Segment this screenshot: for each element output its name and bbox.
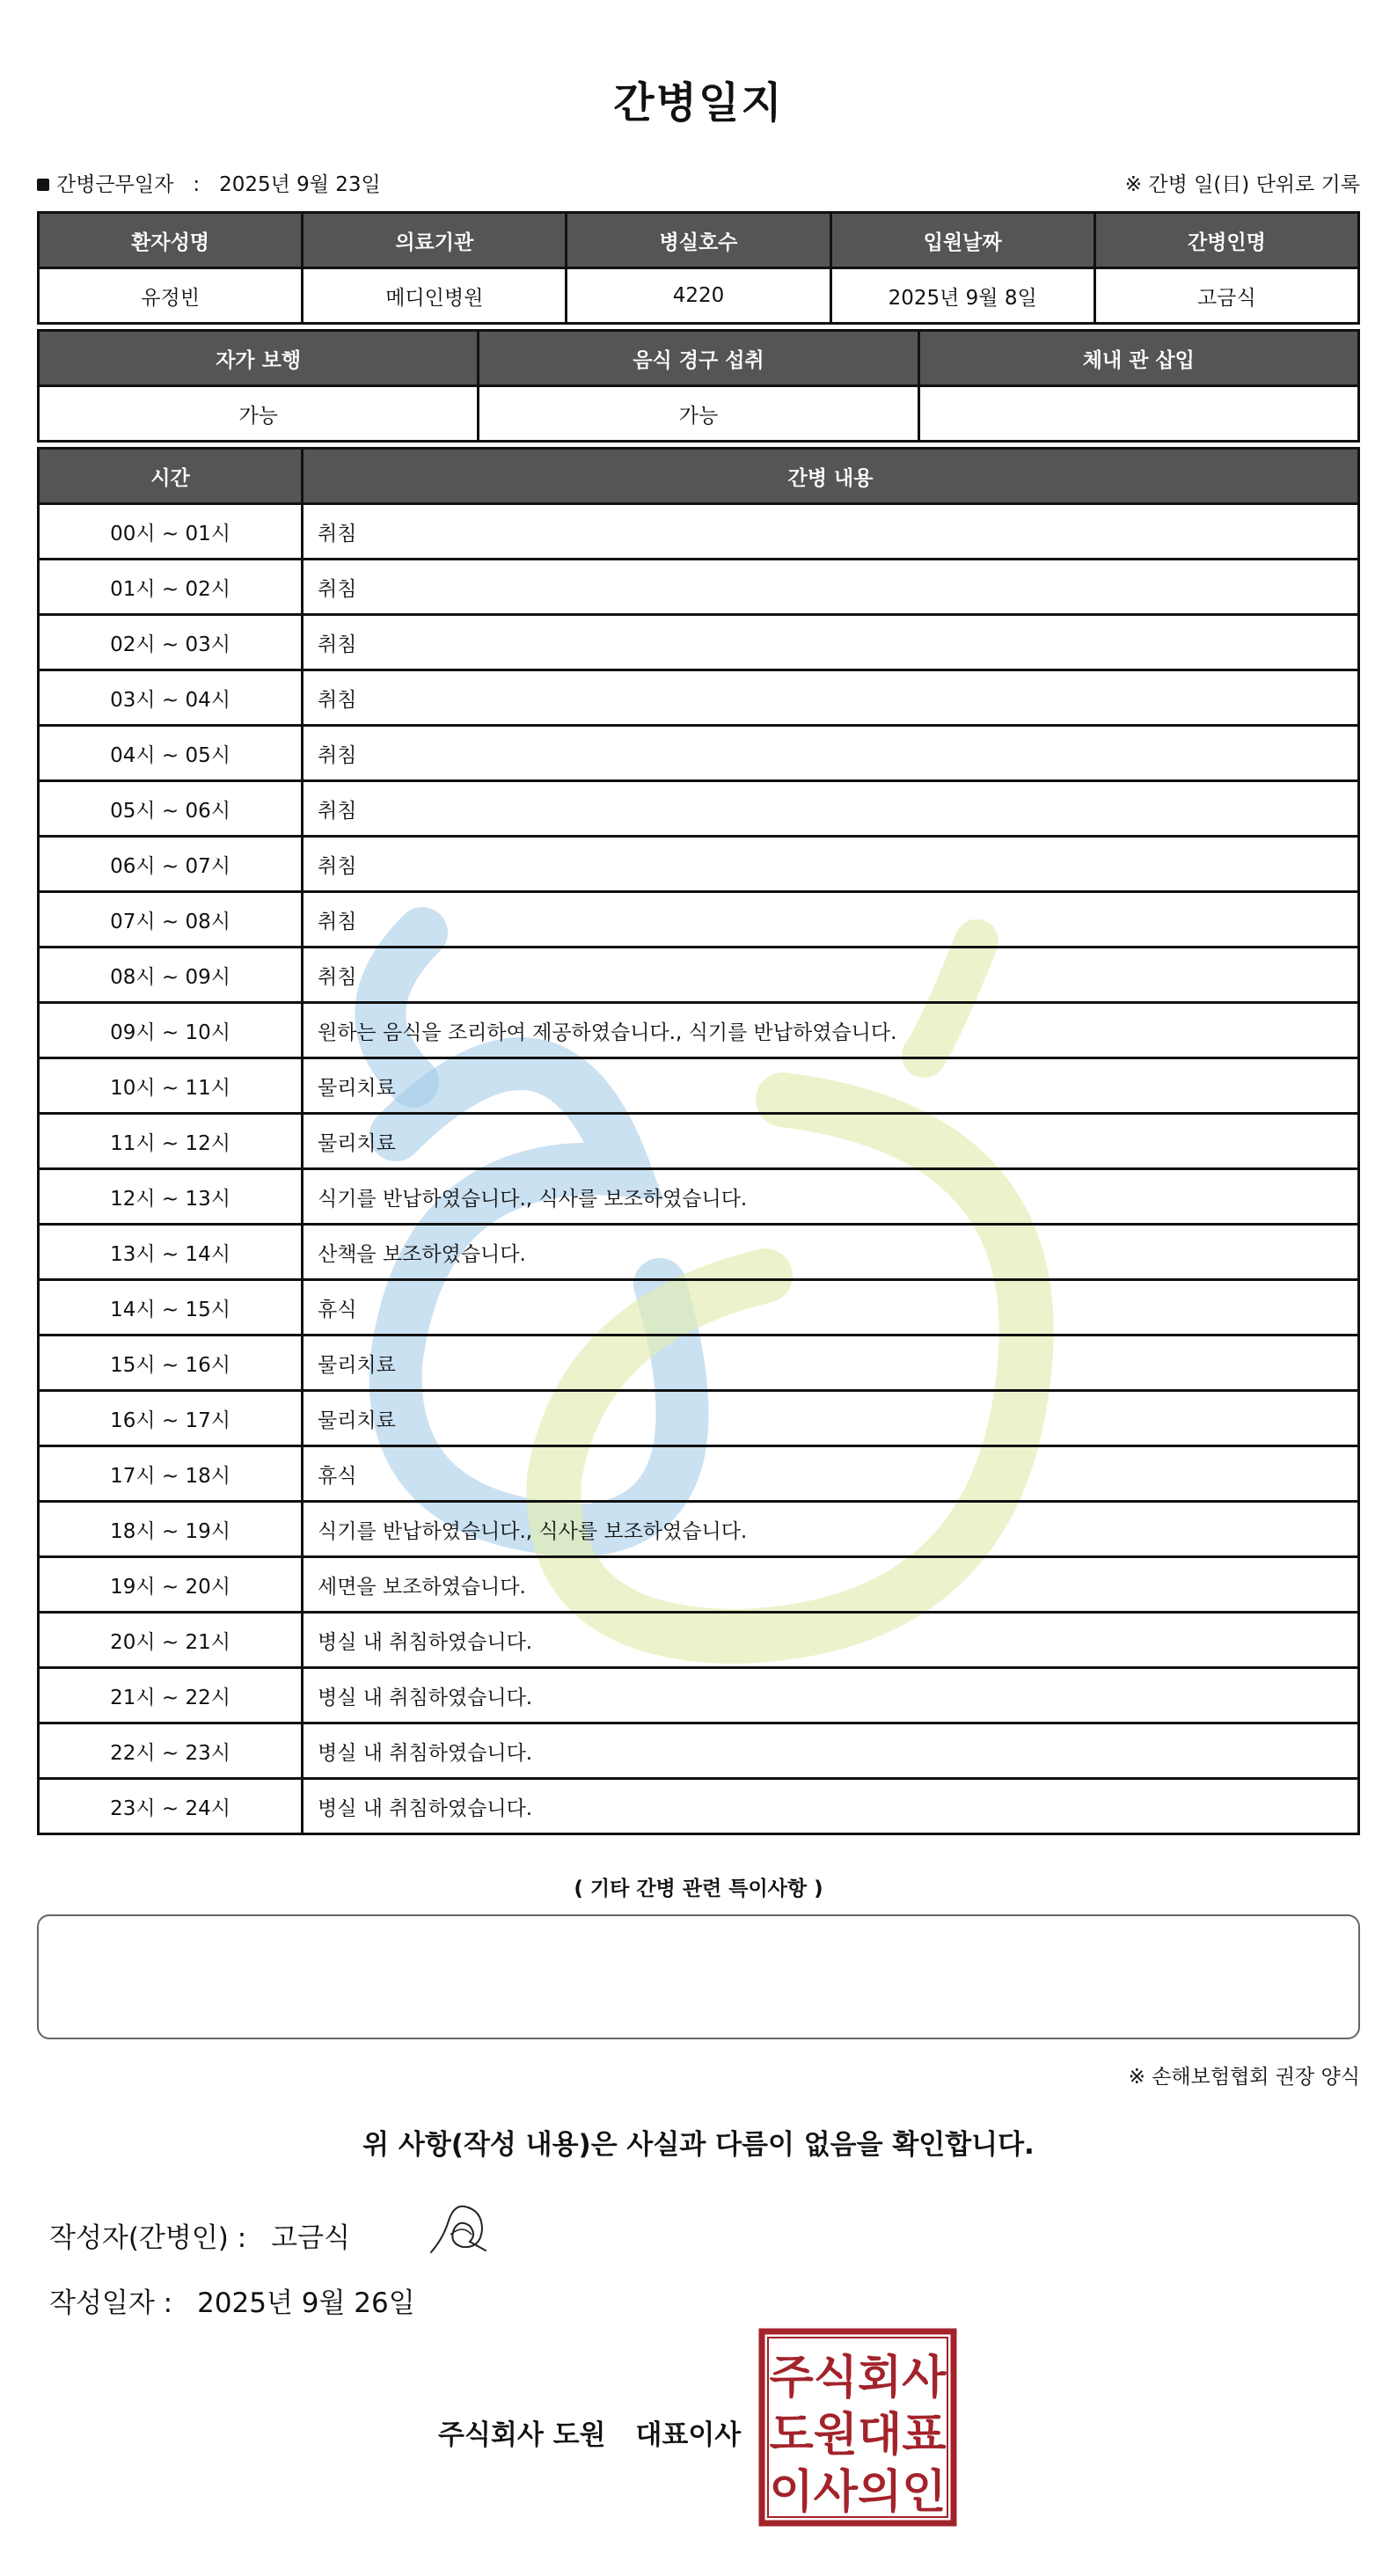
care-content-cell: 병실 내 취침하였습니다.	[303, 1668, 1359, 1723]
company-seal	[758, 2328, 957, 2527]
time-cell: 02시 ~ 03시	[39, 615, 303, 670]
table-row	[39, 726, 1359, 781]
table-row	[39, 1058, 1359, 1114]
time-cell: 08시 ~ 09시	[39, 948, 303, 1003]
care-content-cell: 병실 내 취침하였습니다.	[303, 1723, 1359, 1779]
care-content-cell: 취침	[303, 670, 1359, 726]
content-column-header: 간병 내용	[303, 449, 1359, 504]
time-cell: 16시 ~ 17시	[39, 1391, 303, 1446]
seal-text-line: 이사의인	[769, 2466, 947, 2519]
signature-icon	[428, 2199, 491, 2256]
status-header: 음식 경구 섭취	[479, 331, 918, 386]
time-cell: 19시 ~ 20시	[39, 1557, 303, 1613]
care-content-cell: 취침	[303, 948, 1359, 1003]
written-date-label: 작성일자 :	[49, 2287, 173, 2319]
recommend-note: ※ 손해보험협회 권장 양식	[1128, 2066, 1360, 2089]
info-header: 입원날짜	[830, 213, 1094, 268]
time-cell: 00시 ~ 01시	[39, 504, 303, 560]
care-content-cell: 세면을 보조하였습니다.	[303, 1557, 1359, 1613]
care-content-cell: 물리치료	[303, 1391, 1359, 1446]
care-content-cell: 취침	[303, 615, 1359, 670]
time-cell: 11시 ~ 12시	[39, 1114, 303, 1169]
table-row	[39, 504, 1359, 560]
self-walking-value: 가능	[39, 386, 479, 442]
care-content-cell: 물리치료	[303, 1336, 1359, 1391]
table-row	[39, 670, 1359, 726]
care-content-cell: 취침	[303, 560, 1359, 615]
table-row	[39, 1779, 1359, 1834]
patient-info-table	[37, 211, 1360, 325]
patient-status-table	[37, 329, 1360, 443]
confirmation-statement: 위 사항(작성 내용)은 사실과 다름이 없음을 확인합니다.	[362, 2129, 1035, 2161]
table-row	[39, 1613, 1359, 1668]
patient-name: 유정빈	[39, 268, 303, 324]
table-row	[39, 781, 1359, 837]
tube-insertion-value	[918, 386, 1358, 442]
care-log-table	[37, 447, 1360, 1835]
seal-text-line: 도원대표	[769, 2409, 947, 2462]
time-column-header: 시간	[39, 449, 303, 504]
info-header: 의료기관	[303, 213, 567, 268]
care-content-cell: 병실 내 취침하였습니다.	[303, 1779, 1359, 1834]
time-cell: 05시 ~ 06시	[39, 781, 303, 837]
care-content-cell: 물리치료	[303, 1058, 1359, 1114]
time-cell: 22시 ~ 23시	[39, 1723, 303, 1779]
time-cell: 04시 ~ 05시	[39, 726, 303, 781]
table-row	[39, 948, 1359, 1003]
seal-text-line: 주식회사	[769, 2352, 947, 2404]
care-content-cell: 병실 내 취침하였습니다.	[303, 1613, 1359, 1668]
table-row	[39, 1668, 1359, 1723]
table-row	[39, 1003, 1359, 1058]
work-date-separator: :	[193, 172, 201, 196]
work-date-value: 2025년 9월 23일	[219, 172, 381, 196]
hospital-name: 메디인병원	[303, 268, 567, 324]
time-cell: 12시 ~ 13시	[39, 1169, 303, 1225]
time-cell: 15시 ~ 16시	[39, 1336, 303, 1391]
time-cell: 17시 ~ 18시	[39, 1446, 303, 1502]
table-row	[39, 1723, 1359, 1779]
remarks-box	[37, 1914, 1360, 2039]
care-content-cell: 휴식	[303, 1280, 1359, 1336]
care-content-cell: 취침	[303, 726, 1359, 781]
care-content-cell: 물리치료	[303, 1114, 1359, 1169]
writer-label: 작성자(간병인) :	[49, 2222, 247, 2254]
time-cell: 23시 ~ 24시	[39, 1779, 303, 1834]
room-number: 4220	[567, 268, 830, 324]
company-name: 주식회사 도원	[438, 2419, 606, 2451]
table-row	[39, 1446, 1359, 1502]
table-row	[39, 1557, 1359, 1613]
daily-record-note: ※ 간병 일(日) 단위로 기록	[1124, 172, 1360, 196]
square-bullet-icon	[37, 179, 49, 191]
admission-date: 2025년 9월 8일	[830, 268, 1094, 324]
table-row	[39, 560, 1359, 615]
company-line	[438, 2412, 741, 2452]
time-cell: 18시 ~ 19시	[39, 1502, 303, 1557]
info-header: 환자성명	[39, 213, 303, 268]
care-content-cell: 취침	[303, 504, 1359, 560]
work-date	[37, 168, 381, 197]
table-row	[39, 892, 1359, 948]
care-content-cell: 취침	[303, 781, 1359, 837]
time-cell: 03시 ~ 04시	[39, 670, 303, 726]
remarks-title: ( 기타 간병 관련 특이사항 )	[574, 1877, 823, 1900]
time-cell: 20시 ~ 21시	[39, 1613, 303, 1668]
representative-title: 대표이사	[635, 2419, 742, 2451]
time-cell: 21시 ~ 22시	[39, 1668, 303, 1723]
writer-line	[49, 2215, 350, 2255]
time-cell: 13시 ~ 14시	[39, 1225, 303, 1280]
writer-name: 고금식	[271, 2222, 351, 2254]
table-row	[39, 1336, 1359, 1391]
care-content-cell: 산책을 보조하였습니다.	[303, 1225, 1359, 1280]
status-header: 자가 보행	[39, 331, 479, 386]
table-row	[39, 1280, 1359, 1336]
table-row	[39, 1169, 1359, 1225]
status-header: 체내 관 삽입	[918, 331, 1358, 386]
table-row	[39, 1225, 1359, 1280]
time-cell: 14시 ~ 15시	[39, 1280, 303, 1336]
time-cell: 07시 ~ 08시	[39, 892, 303, 948]
table-row	[39, 1114, 1359, 1169]
written-date-value: 2025년 9월 26일	[197, 2287, 415, 2319]
table-row	[39, 1502, 1359, 1557]
document-title: 간병일지	[613, 78, 784, 128]
care-content-cell: 휴식	[303, 1446, 1359, 1502]
care-content-cell: 취침	[303, 837, 1359, 892]
care-content-cell: 원하는 음식을 조리하여 제공하였습니다., 식기를 반납하였습니다.	[303, 1003, 1359, 1058]
time-cell: 01시 ~ 02시	[39, 560, 303, 615]
time-cell: 09시 ~ 10시	[39, 1003, 303, 1058]
time-cell: 06시 ~ 07시	[39, 837, 303, 892]
oral-intake-value: 가능	[479, 386, 918, 442]
meta-row	[37, 169, 1360, 195]
care-content-cell: 식기를 반납하였습니다., 식사를 보조하였습니다.	[303, 1502, 1359, 1557]
care-content-cell: 식기를 반납하였습니다., 식사를 보조하였습니다.	[303, 1169, 1359, 1225]
table-row	[39, 615, 1359, 670]
table-row	[39, 837, 1359, 892]
time-cell: 10시 ~ 11시	[39, 1058, 303, 1114]
care-content-cell: 취침	[303, 892, 1359, 948]
work-date-label: 간병근무일자	[56, 172, 174, 196]
table-row	[39, 1391, 1359, 1446]
info-header: 간병인명	[1094, 213, 1358, 268]
caregiver-name: 고금식	[1094, 268, 1358, 324]
info-header: 병실호수	[567, 213, 830, 268]
written-date-line	[49, 2280, 415, 2320]
